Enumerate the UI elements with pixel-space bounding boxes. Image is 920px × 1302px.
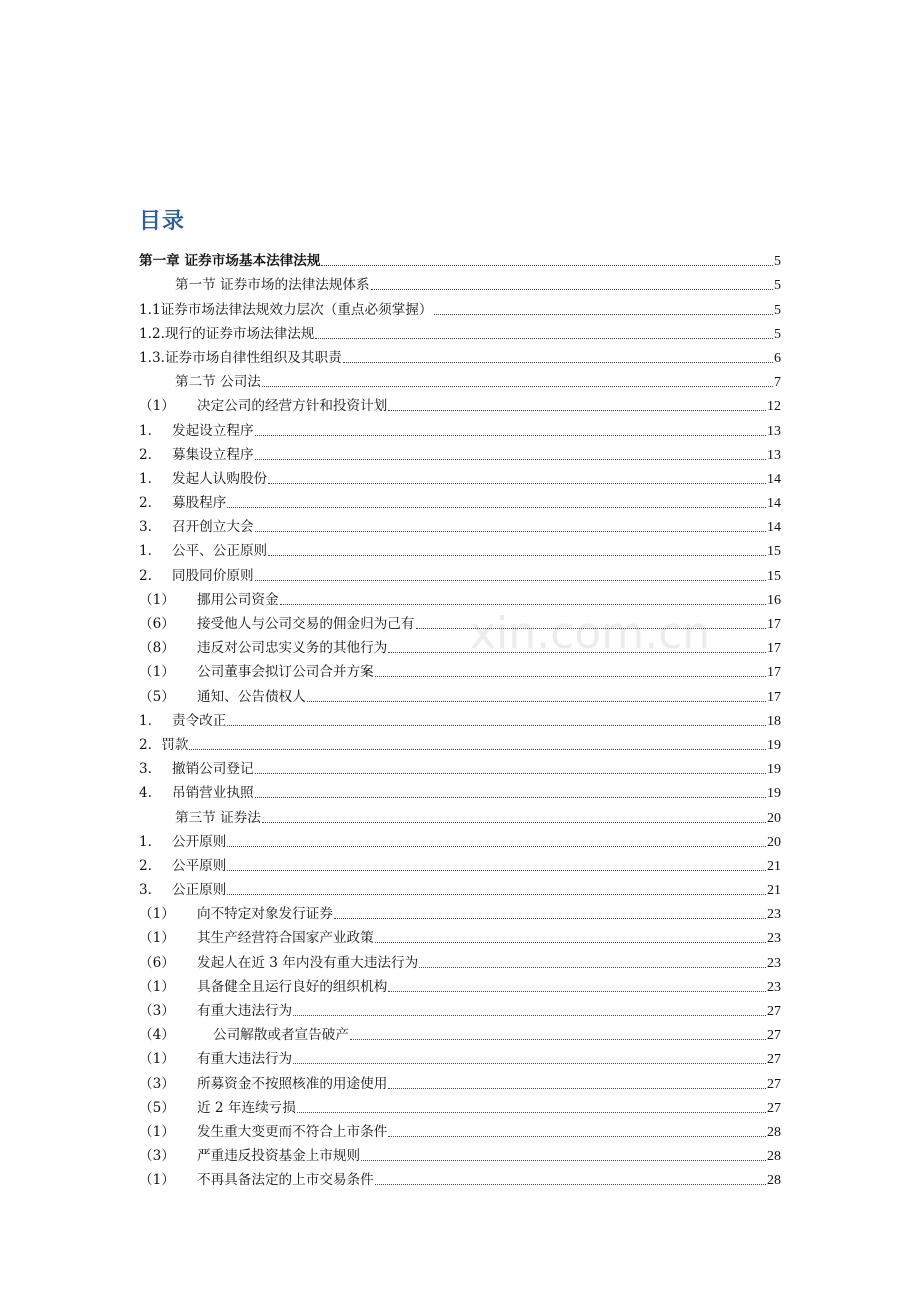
dot-leader	[375, 676, 766, 677]
toc-entry-page: 23	[767, 955, 781, 971]
dot-leader	[189, 749, 766, 750]
dot-leader	[255, 580, 766, 581]
toc-entry-number: 2．	[139, 736, 162, 753]
toc-entry-page: 17	[767, 617, 781, 632]
toc-entry-text: 责令改正	[172, 712, 227, 729]
dot-leader	[361, 1160, 766, 1161]
toc-entry-page: 19	[767, 762, 781, 778]
toc-entry-text: 所募资金不按照核准的用途使用	[197, 1075, 388, 1092]
toc-entry[interactable]	[139, 270, 781, 294]
toc-entry-number: （3）	[139, 1003, 175, 1019]
toc-entry-page: 28	[767, 1173, 781, 1189]
dot-leader	[388, 1136, 766, 1137]
toc-entry-text: 接受他人与公司交易的佣金归为己有	[197, 616, 415, 632]
toc-entry-number: （8）	[139, 640, 175, 657]
toc-entry-number: （1）	[139, 978, 175, 995]
toc-entry-text: 公正原则	[172, 882, 227, 899]
toc-entry-text: 1.1证券市场法律法规效力层次（重点必须掌握）	[139, 301, 433, 318]
dot-leader	[375, 1184, 766, 1185]
toc-entry-number: （1）	[139, 591, 175, 608]
toc-entry[interactable]	[139, 1141, 781, 1165]
toc-entry-number: （1）	[139, 664, 175, 681]
toc-entry-text: 第二节 公司法	[175, 374, 261, 391]
dot-leader	[307, 701, 766, 702]
toc-entry-number: （5）	[139, 688, 175, 705]
toc-entry-number: 3.	[139, 882, 152, 899]
toc-entry-page: 23	[767, 979, 781, 995]
toc-entry-page: 17	[767, 689, 781, 705]
dot-leader	[262, 386, 773, 387]
toc-entry-text: 违反对公司忠实义务的其他行为	[197, 640, 388, 657]
dot-leader	[268, 483, 766, 484]
toc-entry-page: 13	[767, 423, 781, 439]
toc-entry[interactable]	[139, 391, 781, 415]
toc-entry-text: 第一章 证券市场基本法律法规	[139, 253, 321, 270]
toc-entry-page: 6	[774, 350, 781, 366]
toc-entry-number: （1）	[139, 1172, 175, 1189]
toc-entry[interactable]	[139, 923, 781, 947]
toc-entry[interactable]	[139, 367, 781, 391]
toc-entry-page: 21	[767, 858, 781, 874]
toc-entry-text: 公平原则	[172, 857, 227, 874]
dot-leader	[280, 604, 766, 605]
toc-entry-page: 15	[767, 544, 781, 560]
toc-entry[interactable]	[139, 802, 781, 826]
toc-entry-page: 23	[767, 931, 781, 947]
toc-entry-text: 通知、公告债权人	[197, 688, 306, 705]
toc-entry-page: 27	[767, 1028, 781, 1044]
toc-entry-page: 28	[767, 1124, 781, 1140]
dot-leader	[262, 822, 766, 823]
dot-leader	[293, 1063, 766, 1064]
toc-entry[interactable]	[139, 875, 781, 899]
toc-entry-page: 27	[767, 1076, 781, 1092]
toc-entry[interactable]	[139, 560, 781, 584]
dot-leader	[343, 362, 773, 363]
toc-entry-text: 挪用公司资金	[197, 591, 279, 608]
toc-entry-page: 18	[767, 713, 781, 729]
toc-entry-text: 召开创立大会	[172, 519, 254, 536]
dot-leader	[334, 918, 766, 919]
toc-entry[interactable]	[139, 1165, 781, 1189]
toc-entry-text: 第一节 证券市场的法律法规体系	[175, 277, 370, 294]
toc-entry-page: 14	[767, 520, 781, 536]
toc-entry-page: 17	[767, 641, 781, 657]
toc-entry[interactable]	[139, 706, 781, 730]
toc-entry[interactable]	[139, 1068, 781, 1092]
toc-entry-text: 撤销公司登记	[172, 761, 254, 778]
toc-entry-page: 16	[767, 592, 781, 608]
toc-entry[interactable]	[139, 996, 781, 1020]
toc-entry-text: 发起人在近 3 年内没有重大违法行为	[197, 954, 419, 971]
toc-entry-number: （4）	[139, 1027, 175, 1044]
toc-entry-text: 其生产经营符合国家产业政策	[197, 930, 374, 947]
toc-entry-text: 公开原则	[172, 833, 227, 850]
toc-entry-page: 5	[774, 326, 781, 342]
toc-entry-number: （6）	[139, 616, 175, 632]
watermark: xin.com.cn	[470, 608, 711, 659]
dot-leader	[388, 991, 766, 992]
toc-entry-page: 14	[767, 496, 781, 512]
toc-entry[interactable]	[139, 754, 781, 778]
dot-leader	[388, 1088, 766, 1089]
toc-entry-number: 3.	[139, 761, 152, 778]
toc-entry[interactable]	[139, 827, 781, 851]
toc-entry-page: 27	[767, 1100, 781, 1116]
toc-entry-page: 5	[774, 254, 781, 270]
toc-entry-text: 发生重大变更而不符合上市条件	[197, 1123, 388, 1140]
toc-entry-page: 7	[774, 375, 781, 391]
toc-entry-text: 发起设立程序	[172, 422, 254, 439]
dot-leader	[371, 289, 773, 290]
dot-leader	[227, 870, 766, 871]
toc-entry[interactable]	[139, 730, 781, 754]
dot-leader	[321, 265, 773, 266]
toc-entry-page: 27	[767, 1052, 781, 1068]
toc-entry-text: 不再具备法定的上市交易条件	[197, 1172, 374, 1189]
toc-entry-number: （1）	[139, 930, 175, 947]
toc-entry-text: 同股同价原则	[172, 567, 254, 584]
toc-entry-number: 1.	[139, 712, 152, 729]
toc-entry-number: （1）	[139, 1051, 175, 1068]
dot-leader	[388, 410, 766, 411]
toc-entry[interactable]	[139, 947, 781, 971]
dot-leader	[350, 1039, 766, 1040]
toc-entry-text: 向不特定对象发行证券	[197, 906, 333, 923]
toc-entry-number: （1）	[139, 906, 175, 923]
toc-entry-page: 17	[767, 665, 781, 681]
toc-entry[interactable]	[139, 851, 781, 875]
toc-entry[interactable]	[139, 657, 781, 681]
dot-leader	[255, 459, 766, 460]
toc-entry[interactable]	[139, 972, 781, 996]
toc-entry-text: 吊销营业执照	[172, 785, 254, 802]
dot-leader	[419, 967, 766, 968]
toc-entry[interactable]	[139, 681, 781, 705]
toc-entry-text: 公平、公正原则	[172, 543, 268, 560]
toc-entry-number: （3）	[139, 1148, 175, 1165]
toc-entry-number: 2.	[139, 857, 152, 874]
toc-entry-number: 1.	[139, 543, 152, 560]
dot-leader	[227, 725, 766, 726]
toc-entry[interactable]	[139, 319, 781, 343]
dot-leader	[434, 314, 774, 315]
toc-entry[interactable]	[139, 609, 781, 633]
toc-entry-text: 募股程序	[172, 495, 227, 512]
dot-leader	[227, 894, 766, 895]
dot-leader	[227, 507, 766, 508]
toc-entry-page: 13	[767, 447, 781, 463]
toc-entry[interactable]	[139, 343, 781, 367]
toc-entry[interactable]	[139, 1117, 781, 1141]
toc-entry[interactable]	[139, 1020, 781, 1044]
dot-leader	[388, 652, 766, 653]
dot-leader	[255, 773, 766, 774]
toc-entry-text: 具备健全且运行良好的组织机构	[197, 978, 388, 995]
toc-entry-page: 21	[767, 883, 781, 899]
toc-entry-text: 发起人认购股份	[172, 470, 268, 487]
toc-entry-number: 2.	[139, 567, 152, 584]
toc-entry-page: 19	[767, 737, 781, 753]
dot-leader	[297, 1112, 766, 1113]
toc-entry-text: 近 2 年连续亏损	[197, 1099, 296, 1116]
toc-entry-number: （5）	[139, 1099, 175, 1116]
toc-entry-text: 第三节 证券法	[175, 809, 261, 826]
toc-entry[interactable]	[139, 512, 781, 536]
toc-entry[interactable]	[139, 1044, 781, 1068]
toc-entry-number: 1.	[139, 422, 152, 439]
toc-entry[interactable]	[139, 1093, 781, 1117]
toc-entry-text: 罚款	[161, 736, 189, 753]
toc-entry-page: 19	[767, 786, 781, 802]
toc-entry[interactable]	[139, 440, 781, 464]
toc-entry[interactable]	[139, 585, 781, 609]
dot-leader	[227, 846, 766, 847]
toc-entry-number: （1）	[139, 1123, 175, 1140]
toc-entry-number: 1.	[139, 833, 152, 850]
toc-entry-text: 公司董事会拟订公司合并方案	[197, 664, 374, 681]
dot-leader	[375, 942, 766, 943]
toc-entry-number: 4.	[139, 785, 152, 802]
dot-leader	[255, 797, 766, 798]
dot-leader	[268, 555, 766, 556]
toc-entry-text: 1.3.证券市场自律性组织及其职责	[139, 349, 342, 366]
toc-entry-page: 14	[767, 471, 781, 487]
toc-entry-page: 20	[767, 834, 781, 850]
toc-entry[interactable]	[139, 294, 781, 318]
toc-entry-text: 严重违反投资基金上市规则	[197, 1148, 361, 1165]
toc-entry-text: 有重大违法行为	[197, 1003, 293, 1019]
toc-entry[interactable]	[139, 464, 781, 488]
toc-entry-page: 23	[767, 907, 781, 923]
toc-entry-page: 27	[767, 1004, 781, 1019]
toc-entry[interactable]	[139, 899, 781, 923]
toc-entry-text: 有重大违法行为	[197, 1051, 293, 1068]
dot-leader	[293, 1015, 766, 1016]
toc-entry-number: （6）	[139, 954, 175, 971]
toc-entry-page: 5	[774, 278, 781, 294]
toc-entry-number: 2.	[139, 446, 152, 463]
toc-entry-text: 1.2.现行的证券市场法律法规	[139, 325, 315, 342]
toc-title: 目录	[139, 209, 186, 234]
toc-entry-text: 募集设立程序	[172, 446, 254, 463]
table-of-contents	[139, 246, 781, 1189]
dot-leader	[416, 628, 767, 629]
dot-leader	[315, 338, 773, 339]
toc-entry-text: 决定公司的经营方针和投资计划	[197, 398, 388, 415]
toc-entry-page: 20	[767, 810, 781, 826]
toc-entry-page: 28	[767, 1149, 781, 1165]
toc-entry-page: 5	[774, 302, 781, 318]
toc-entry-number: 3.	[139, 519, 152, 536]
toc-entry-number: 1.	[139, 470, 152, 487]
toc-entry[interactable]	[139, 778, 781, 802]
dot-leader	[255, 531, 766, 532]
toc-entry-page: 12	[767, 399, 781, 415]
toc-entry-page: 15	[767, 568, 781, 584]
toc-entry[interactable]	[139, 488, 781, 512]
toc-entry[interactable]	[139, 415, 781, 439]
toc-entry-number: （1）	[139, 398, 175, 415]
toc-entry[interactable]	[139, 536, 781, 560]
toc-entry[interactable]	[139, 246, 781, 270]
dot-leader	[255, 435, 766, 436]
toc-entry-text: 公司解散或者宣告破产	[213, 1027, 349, 1044]
toc-entry-number: （3）	[139, 1075, 175, 1092]
toc-entry-number: 2.	[139, 495, 152, 512]
toc-entry[interactable]	[139, 633, 781, 657]
